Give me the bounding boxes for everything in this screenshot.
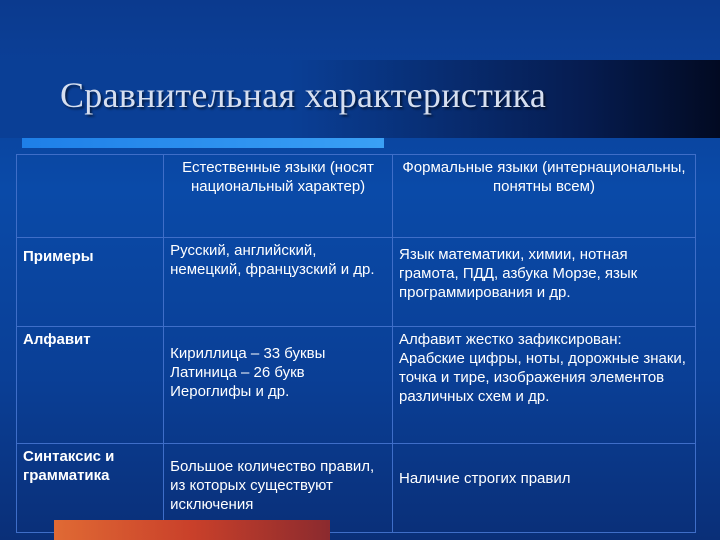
cell-text: Алфавит жестко зафиксирован: Арабские цифры, ноты, дорожные знаки, точка и тире, изображения элементов различных схем и др. xyxy=(399,331,686,405)
table-row xyxy=(17,327,696,444)
header-natural-text: Естественные языки (носят национальный характер) xyxy=(182,159,374,195)
row-label-text: Синтаксис и грамматика xyxy=(23,448,115,484)
row-label-alphabet xyxy=(17,327,164,444)
header-formal-languages xyxy=(393,155,696,238)
table-row xyxy=(17,238,696,327)
row-label-text: Алфавит xyxy=(23,331,91,348)
cell-text: Язык математики, химии, нотная грамота, ПДД, азбука Морзе, язык программирования и др. xyxy=(399,246,638,301)
header-formal-text: Формальные языки (интернациональны, понятны всем) xyxy=(402,159,686,195)
comparison-table xyxy=(16,154,696,533)
cell-formal-alphabet xyxy=(393,327,696,444)
corner-cell xyxy=(17,155,164,238)
row-label-examples xyxy=(17,238,164,327)
cell-text: Наличие строгих правил xyxy=(399,470,571,487)
row-label-text: Примеры xyxy=(23,248,94,265)
header-natural-languages xyxy=(164,155,393,238)
cell-formal-syntax xyxy=(393,444,696,533)
cell-formal-examples xyxy=(393,238,696,327)
bottom-accent-bar xyxy=(54,520,330,540)
cell-text: Кириллица – 33 буквы Латиница – 26 букв Иероглифы и др. xyxy=(170,345,326,400)
cell-text: Русский, английский, немецкий, французский и др. xyxy=(170,242,375,278)
accent-bar xyxy=(22,138,384,148)
cell-natural-alphabet xyxy=(164,327,393,444)
cell-natural-examples xyxy=(164,238,393,327)
table-header-row xyxy=(17,155,696,238)
slide-title: Сравнительная характеристика xyxy=(60,75,547,115)
cell-text: Большое количество правил, из которых существуют исключения xyxy=(170,458,375,513)
